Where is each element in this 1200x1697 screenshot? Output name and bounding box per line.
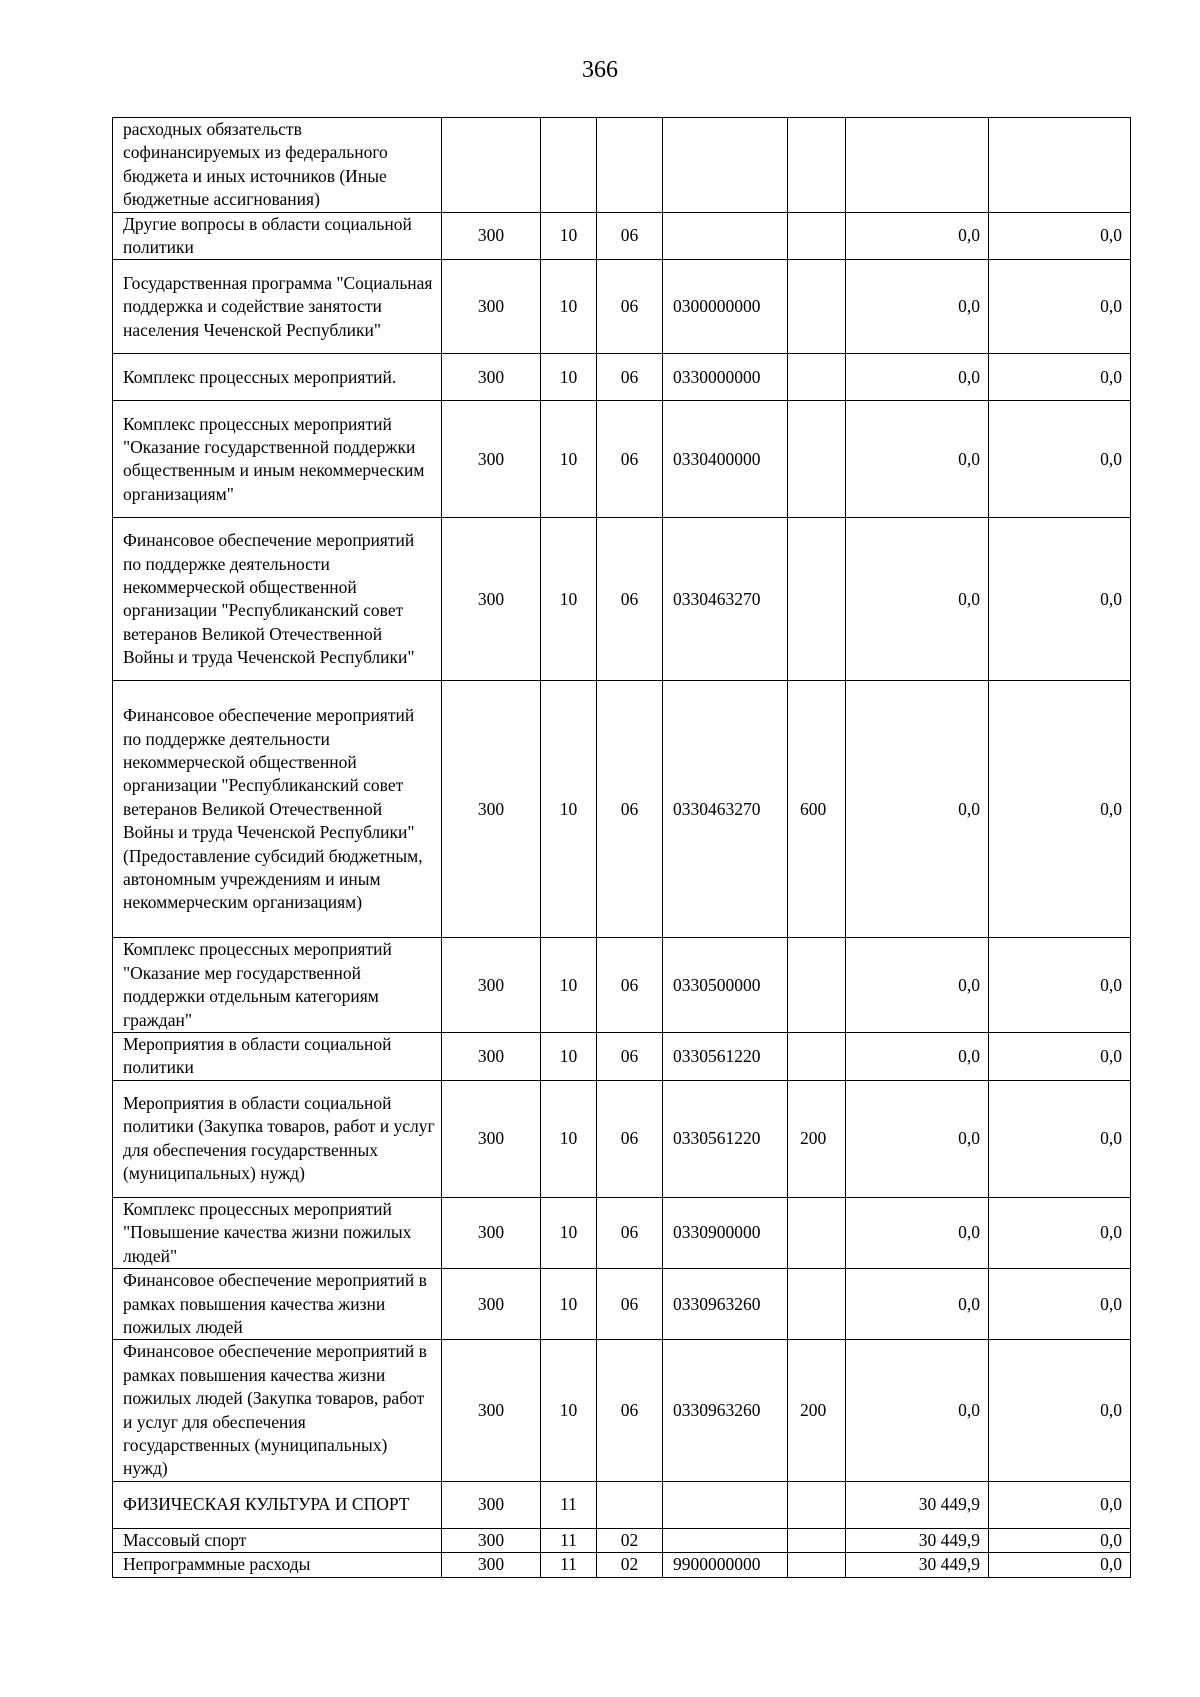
cell-expense-type (788, 1553, 846, 1577)
cell-amount-2: 0,0 (989, 1033, 1131, 1081)
cell-grbs: 300 (442, 212, 541, 260)
cell-subsection: 02 (597, 1528, 663, 1552)
cell-grbs: 300 (442, 1528, 541, 1552)
cell-grbs: 300 (442, 1340, 541, 1481)
cell-expense-type (788, 1033, 846, 1081)
table-body (113, 118, 1131, 1578)
cell-section (541, 118, 597, 213)
cell-amount-2: 0,0 (989, 1481, 1131, 1528)
cell-expense-type (788, 1269, 846, 1340)
table-row (113, 212, 1131, 260)
cell-amount-1: 0,0 (846, 354, 989, 401)
cell-name: Финансовое обеспечение мероприятий по поддержке деятельности некоммерческой общественной организации "Республиканский совет ветеранов Великой Отечественной Войны и труда Чеченской Республики" (Предоставление субсидий бюджетным, автономным учреждениям и иным некоммерческим организациям) (113, 681, 442, 938)
cell-amount-2: 0,0 (989, 1528, 1131, 1552)
cell-target-article: 0330463270 (663, 681, 788, 938)
cell-subsection: 06 (597, 212, 663, 260)
cell-section: 10 (541, 212, 597, 260)
cell-subsection: 06 (597, 354, 663, 401)
cell-grbs: 300 (442, 1033, 541, 1081)
cell-target-article: 9900000000 (663, 1553, 788, 1577)
cell-name: Другие вопросы в области социальной политики (113, 212, 442, 260)
cell-expense-type (788, 1481, 846, 1528)
table-row (113, 518, 1131, 681)
cell-target-article: 0330400000 (663, 401, 788, 518)
cell-expense-type (788, 401, 846, 518)
cell-expense-type: 200 (788, 1080, 846, 1197)
cell-section: 10 (541, 681, 597, 938)
cell-amount-2: 0,0 (989, 354, 1131, 401)
cell-expense-type: 600 (788, 681, 846, 938)
table-row (113, 681, 1131, 938)
cell-amount-1: 0,0 (846, 1269, 989, 1340)
cell-section: 11 (541, 1528, 597, 1552)
cell-expense-type (788, 118, 846, 213)
cell-target-article (663, 1481, 788, 1528)
cell-expense-type (788, 1528, 846, 1552)
cell-amount-2: 0,0 (989, 212, 1131, 260)
cell-section: 10 (541, 1033, 597, 1081)
cell-grbs: 300 (442, 681, 541, 938)
cell-amount-2: 0,0 (989, 1340, 1131, 1481)
cell-amount-2: 0,0 (989, 1197, 1131, 1268)
cell-section: 10 (541, 354, 597, 401)
cell-section: 11 (541, 1553, 597, 1577)
cell-name: Мероприятия в области социальной политики (113, 1033, 442, 1081)
cell-amount-2: 0,0 (989, 1553, 1131, 1577)
cell-target-article: 0330500000 (663, 938, 788, 1033)
cell-subsection: 06 (597, 401, 663, 518)
cell-expense-type (788, 212, 846, 260)
cell-target-article: 0330000000 (663, 354, 788, 401)
cell-amount-1: 0,0 (846, 681, 989, 938)
cell-name: Государственная программа "Социальная поддержка и содействие занятости населения Чеченской Республики" (113, 260, 442, 354)
cell-name: Комплекс процессных мероприятий "Повышение качества жизни пожилых людей" (113, 1197, 442, 1268)
cell-grbs: 300 (442, 1553, 541, 1577)
cell-target-article: 0330561220 (663, 1080, 788, 1197)
cell-subsection: 06 (597, 1080, 663, 1197)
cell-subsection: 06 (597, 681, 663, 938)
cell-expense-type (788, 260, 846, 354)
cell-expense-type (788, 354, 846, 401)
cell-amount-1: 0,0 (846, 1033, 989, 1081)
cell-name: ФИЗИЧЕСКАЯ КУЛЬТУРА И СПОРТ (113, 1481, 442, 1528)
cell-target-article: 0300000000 (663, 260, 788, 354)
cell-name: Комплекс процессных мероприятий "Оказание мер государственной поддержки отдельным категориям граждан" (113, 938, 442, 1033)
cell-amount-1: 30 449,9 (846, 1553, 989, 1577)
cell-amount-2: 0,0 (989, 518, 1131, 681)
cell-amount-2: 0,0 (989, 1269, 1131, 1340)
table-row (113, 1528, 1131, 1552)
cell-grbs: 300 (442, 354, 541, 401)
cell-section: 10 (541, 518, 597, 681)
cell-amount-2: 0,0 (989, 938, 1131, 1033)
cell-subsection (597, 118, 663, 213)
cell-name: Мероприятия в области социальной политики (Закупка товаров, работ и услуг для обеспечения государственных (муниципальных) нужд) (113, 1080, 442, 1197)
cell-amount-1: 0,0 (846, 401, 989, 518)
cell-subsection (597, 1481, 663, 1528)
cell-amount-1: 0,0 (846, 518, 989, 681)
cell-amount-1: 0,0 (846, 212, 989, 260)
table-row (113, 118, 1131, 213)
cell-target-article (663, 212, 788, 260)
cell-section: 10 (541, 938, 597, 1033)
cell-amount-1 (846, 118, 989, 213)
cell-amount-2 (989, 118, 1131, 213)
table-row (113, 1340, 1131, 1481)
cell-name: Комплекс процессных мероприятий "Оказание государственной поддержки общественным и иным некоммерческим организациям" (113, 401, 442, 518)
cell-amount-2: 0,0 (989, 681, 1131, 938)
cell-name: Непрограммные расходы (113, 1553, 442, 1577)
cell-target-article (663, 118, 788, 213)
table-row (113, 938, 1131, 1033)
cell-section: 11 (541, 1481, 597, 1528)
cell-target-article: 0330963260 (663, 1269, 788, 1340)
cell-grbs: 300 (442, 260, 541, 354)
table-row (113, 1553, 1131, 1577)
cell-amount-1: 0,0 (846, 938, 989, 1033)
table-row (113, 1033, 1131, 1081)
budget-table (112, 117, 1131, 1578)
cell-grbs: 300 (442, 1269, 541, 1340)
cell-amount-1: 0,0 (846, 1197, 989, 1268)
table-row (113, 260, 1131, 354)
cell-target-article: 0330561220 (663, 1033, 788, 1081)
cell-expense-type: 200 (788, 1340, 846, 1481)
cell-section: 10 (541, 1080, 597, 1197)
cell-expense-type (788, 938, 846, 1033)
cell-amount-1: 0,0 (846, 260, 989, 354)
cell-grbs: 300 (442, 401, 541, 518)
page-number: 366 (582, 57, 618, 83)
cell-target-article: 0330463270 (663, 518, 788, 681)
cell-section: 10 (541, 260, 597, 354)
cell-name: Финансовое обеспечение мероприятий в рамках повышения качества жизни пожилых людей (Закупка товаров, работ и услуг для обеспечения государственных (муниципальных) нужд) (113, 1340, 442, 1481)
cell-grbs: 300 (442, 1197, 541, 1268)
cell-name: расходных обязательств софинансируемых из федерального бюджета и иных источников (Иные бюджетные ассигнования) (113, 118, 442, 213)
cell-name: Финансовое обеспечение мероприятий по поддержке деятельности некоммерческой общественной организации "Республиканский совет ветеранов Великой Отечественной Войны и труда Чеченской Республики" (113, 518, 442, 681)
cell-amount-2: 0,0 (989, 260, 1131, 354)
cell-name: Массовый спорт (113, 1528, 442, 1552)
cell-target-article (663, 1528, 788, 1552)
cell-amount-2: 0,0 (989, 1080, 1131, 1197)
cell-amount-2: 0,0 (989, 401, 1131, 518)
cell-grbs: 300 (442, 1080, 541, 1197)
table-row (113, 1080, 1131, 1197)
cell-section: 10 (541, 1197, 597, 1268)
cell-amount-1: 30 449,9 (846, 1528, 989, 1552)
cell-name: Комплекс процессных мероприятий. (113, 354, 442, 401)
cell-subsection: 06 (597, 518, 663, 681)
cell-grbs (442, 118, 541, 213)
cell-subsection: 06 (597, 1269, 663, 1340)
cell-expense-type (788, 518, 846, 681)
cell-subsection: 06 (597, 938, 663, 1033)
cell-subsection: 06 (597, 1340, 663, 1481)
table-row (113, 1269, 1131, 1340)
cell-name: Финансовое обеспечение мероприятий в рамках повышения качества жизни пожилых людей (113, 1269, 442, 1340)
cell-expense-type (788, 1197, 846, 1268)
table-row (113, 354, 1131, 401)
cell-amount-1: 30 449,9 (846, 1481, 989, 1528)
cell-target-article: 0330963260 (663, 1340, 788, 1481)
cell-section: 10 (541, 1340, 597, 1481)
cell-amount-1: 0,0 (846, 1340, 989, 1481)
cell-amount-1: 0,0 (846, 1080, 989, 1197)
cell-section: 10 (541, 1269, 597, 1340)
cell-grbs: 300 (442, 518, 541, 681)
cell-grbs: 300 (442, 1481, 541, 1528)
cell-section: 10 (541, 401, 597, 518)
cell-subsection: 02 (597, 1553, 663, 1577)
cell-subsection: 06 (597, 1197, 663, 1268)
table-row (113, 1197, 1131, 1268)
cell-subsection: 06 (597, 1033, 663, 1081)
cell-grbs: 300 (442, 938, 541, 1033)
table-row (113, 1481, 1131, 1528)
cell-target-article: 0330900000 (663, 1197, 788, 1268)
cell-subsection: 06 (597, 260, 663, 354)
table-row (113, 401, 1131, 518)
